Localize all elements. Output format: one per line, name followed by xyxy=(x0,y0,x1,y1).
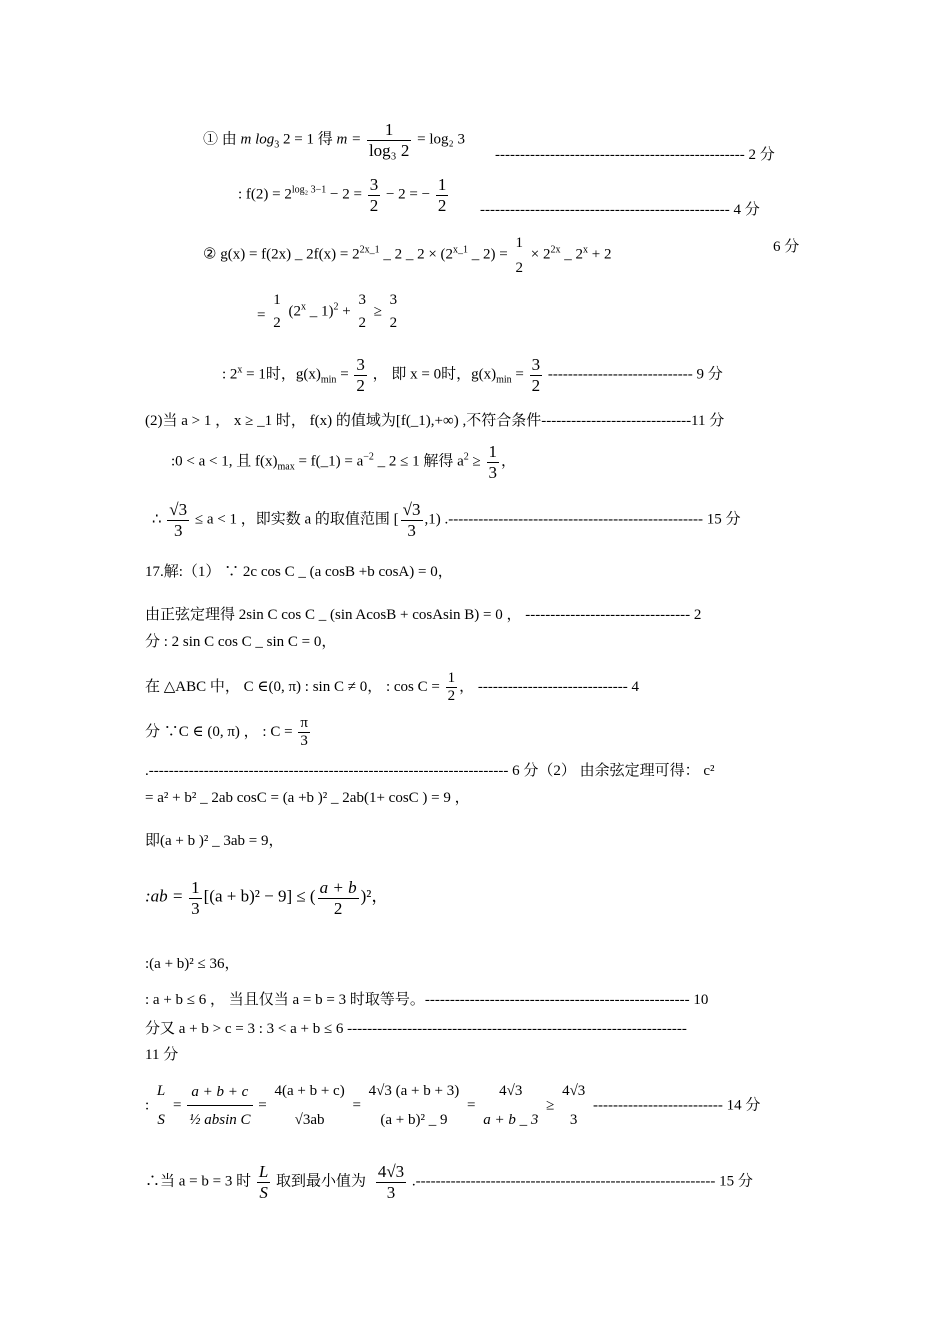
line-03 xyxy=(203,235,800,278)
line-22-f2 xyxy=(187,1084,252,1130)
line-05 xyxy=(222,355,723,395)
line-01-mid-sub: 3 xyxy=(274,139,280,151)
line-08-frac-den: 3 xyxy=(173,520,183,540)
line-17-frac2-num: a + b xyxy=(319,878,357,897)
line-02-frac2-den: 2 xyxy=(437,195,447,215)
line-12-post: ， ------------------------------ 4 xyxy=(459,679,639,696)
line-02-frac1-num: 3 xyxy=(369,175,379,194)
line-08-dashes: .--------------------------------------------------- 15 分 xyxy=(444,511,741,528)
line-02-after: − 2 = xyxy=(330,186,362,203)
line-18-text: :(a + b)² ≤ 36， xyxy=(145,956,240,972)
line-02-exp: log₂ 3−1 xyxy=(291,184,327,196)
line-05-frac2 xyxy=(530,355,543,395)
line-05-frac xyxy=(354,355,367,395)
line-08-frac2 xyxy=(401,500,423,540)
line-03-half-num: 1 xyxy=(515,235,524,251)
line-03-half-den: 2 xyxy=(515,260,524,277)
line-23-frac2 xyxy=(376,1162,406,1202)
line-09-text: 17.解:（1） ∵ 2c cos C _ (a cosB +b cosA) = 0， xyxy=(145,564,453,580)
line-06-text: (2)当 a > 1 ， x ≥ _1 时， f(x) 的值域为[f(_1),+∞) ,不符合条件------------------------------11 分 xyxy=(145,413,725,429)
line-03-text: ② g(x) = f(2x) _ 2f(x) = 2 xyxy=(203,246,360,263)
line-05-dashes: ----------------------------- 9 分 xyxy=(547,366,723,383)
line-13-frac-num: π xyxy=(298,715,310,733)
line-05-frac-num: 3 xyxy=(356,355,365,374)
line-01-frac-num: 1 xyxy=(367,120,411,141)
line-23-frac-num: L xyxy=(258,1162,269,1181)
line-02-frac1 xyxy=(368,175,381,215)
line-05-min: min xyxy=(320,374,337,386)
line-08-frac2-num: √3 xyxy=(402,500,421,519)
line-05-frac2-num: 3 xyxy=(531,355,541,374)
line-03-score: 6 分 xyxy=(773,239,800,255)
line-12-frac-num: 1 xyxy=(446,670,458,688)
line-01-post: = log₂ 3 xyxy=(417,131,465,148)
line-22-f3-num: 4(a + b + c) xyxy=(274,1083,345,1099)
line-07-text3: _ 2 ≤ 1 解得 a xyxy=(373,453,464,470)
line-19-text: : a + b ≤ 6 ， 当且仅当 a = b = 3 时取等号。----------------------------------------------------- 10 xyxy=(145,992,709,1008)
line-22-f5-num: 4√3 xyxy=(499,1083,523,1099)
line-03-half xyxy=(514,235,526,278)
line-22-f6-den: 3 xyxy=(569,1112,578,1129)
line-17-mid: [(a + b)² − 9] ≤ ( xyxy=(203,886,316,906)
line-05-frac2-den: 2 xyxy=(531,375,541,395)
line-07 xyxy=(171,442,516,482)
line-03-text3: _ 2) = xyxy=(468,246,508,263)
line-22-ge: ≥ xyxy=(546,1097,555,1114)
line-02 xyxy=(238,175,760,218)
line-17-frac-num: 1 xyxy=(191,878,200,897)
line-12-frac-den: 2 xyxy=(447,688,456,705)
line-11-text: 分 : 2 sin C cos C _ sin C = 0， xyxy=(145,634,337,650)
line-15-text: = a² + b² _ 2ab cosC = (a +b )² _ 2ab(1+ cosC ) = 9 ， xyxy=(145,790,470,806)
line-22-dashes: -------------------------- 14 分 xyxy=(593,1097,761,1114)
line-08-post: ,1) xyxy=(424,511,441,528)
line-06 xyxy=(145,412,724,430)
line-17-post: )²， xyxy=(360,886,389,906)
line-22-f3-den: √3ab xyxy=(294,1112,325,1129)
line-01-pre: ① 由 xyxy=(203,131,237,148)
line-12 xyxy=(145,670,639,706)
line-22-f1-num: L xyxy=(156,1083,166,1099)
line-05-pre: : 2 xyxy=(222,366,238,383)
line-23-frac2-num: 4√3 xyxy=(377,1162,405,1181)
line-07-text2: = f(_1) = a xyxy=(294,453,364,470)
line-01-m-eq: m = xyxy=(336,131,362,148)
line-10-text: 由正弦定理得 2sin C cos C _ (sin AcosB + cosAsin B) = 0 ， --------------------------------- 2 xyxy=(145,607,702,623)
line-10 xyxy=(145,606,701,624)
line-22-f1-den: S xyxy=(157,1112,165,1129)
line-04-exp: x xyxy=(300,301,306,313)
line-22-f4-den: (a + b)² _ 9 xyxy=(380,1112,448,1129)
line-02-mid: − 2 = − xyxy=(385,186,431,203)
line-23-frac xyxy=(257,1162,270,1202)
line-03-text2: _ 2 _ 2 × (2 xyxy=(379,246,454,263)
line-04-frac3-den: 2 xyxy=(389,315,398,332)
line-17 xyxy=(145,878,388,918)
line-02-text: : f(2) = 2 xyxy=(238,186,292,203)
line-04-plus: + xyxy=(338,303,351,320)
line-17-frac2-den: 2 xyxy=(333,898,343,918)
line-05-eq2: = xyxy=(511,366,524,383)
line-22-eq1: = xyxy=(173,1097,182,1114)
line-07-frac-den: 3 xyxy=(488,462,498,482)
line-14-text: .------------------------------------------------------------------------ 6 分（2） 由余弦定理可得： c² xyxy=(145,763,715,779)
line-22-f1 xyxy=(155,1083,167,1130)
line-13-frac xyxy=(298,715,310,751)
line-22-pre: : xyxy=(145,1097,150,1114)
line-22-eq2: = xyxy=(258,1097,267,1114)
line-22-eq4: = xyxy=(466,1097,476,1114)
line-18 xyxy=(145,955,240,973)
line-05-frac-den: 2 xyxy=(356,375,365,395)
line-22-f4-num: 4√3 (a + b + 3) xyxy=(368,1083,460,1099)
line-07-text4: ≥ xyxy=(468,453,481,470)
line-22-f2-den: ½ absin C xyxy=(189,1111,251,1128)
line-22-f6 xyxy=(560,1083,587,1130)
line-13-frac-den: 3 xyxy=(300,733,308,750)
line-08 xyxy=(152,500,741,540)
line-08-frac2-den: 3 xyxy=(407,520,416,540)
line-04-frac2-num: 3 xyxy=(358,292,366,308)
line-01 xyxy=(203,120,775,163)
line-22-eq3: = xyxy=(352,1097,361,1114)
line-02-frac2 xyxy=(436,175,449,215)
line-03-text6: + 2 xyxy=(587,246,612,263)
line-07-frac xyxy=(487,442,500,482)
line-05-exp: x xyxy=(237,364,243,376)
line-05-mid: = 1时，g(x) xyxy=(242,366,321,383)
line-02-dashes: -------------------------------------------------- 4 分 xyxy=(480,202,760,218)
line-21 xyxy=(145,1046,178,1064)
line-03-exp2: x_1 xyxy=(453,244,469,256)
line-23-pre: ∴当 a = b = 3 时 xyxy=(145,1173,252,1190)
line-04-frac2 xyxy=(356,292,368,333)
line-23-frac2-den: 3 xyxy=(386,1182,396,1202)
line-04-body: (2 xyxy=(288,303,301,320)
line-03-exp1: 2x_1 xyxy=(359,244,380,256)
line-05-min2: min xyxy=(496,374,512,386)
line-16 xyxy=(145,832,283,850)
line-22-f6-num: 4√3 xyxy=(562,1083,586,1099)
line-05-mid2: ， 即 x = 0时，g(x) xyxy=(372,366,497,383)
line-23-dashes: .------------------------------------------------------------ 15 分 xyxy=(411,1173,753,1190)
line-04-frac3 xyxy=(388,292,400,333)
line-03-exp4: x xyxy=(582,244,588,256)
line-02-frac2-num: 1 xyxy=(437,175,447,194)
line-08-frac-num: √3 xyxy=(169,500,188,519)
line-08-mid: ≤ a < 1 ，即实数 a 的取值范围 [ xyxy=(194,511,399,528)
line-22-f4 xyxy=(367,1083,462,1130)
line-22-f5 xyxy=(481,1083,540,1130)
line-17-frac2 xyxy=(318,878,359,918)
line-16-text: 即(a + b )² _ 3ab = 9， xyxy=(145,833,284,849)
line-17-frac xyxy=(189,878,202,918)
line-07-frac-num: 1 xyxy=(488,442,498,461)
line-02-frac1-den: 2 xyxy=(369,195,379,215)
line-17-pre: :ab = xyxy=(145,886,184,906)
line-08-pre: ∴ xyxy=(152,511,162,528)
line-01-frac xyxy=(367,120,411,160)
line-22-f3 xyxy=(272,1083,346,1130)
line-13 xyxy=(145,715,312,751)
line-08-frac xyxy=(167,500,189,540)
line-23-frac-den: S xyxy=(259,1182,268,1202)
line-20 xyxy=(145,1020,687,1038)
line-07-exp: −2 xyxy=(363,451,374,463)
line-07-end: ， xyxy=(501,453,517,470)
line-15 xyxy=(145,789,470,807)
line-13-text: 分 ∵C ∈ (0, π) ， : C = xyxy=(145,724,293,741)
line-04-frac xyxy=(271,292,283,333)
line-03-text4: × 2 xyxy=(527,246,551,263)
line-23-mid: 取到最小值为 xyxy=(276,1173,367,1190)
line-12-frac xyxy=(446,670,458,706)
line-04-body2: _ 1) xyxy=(305,303,334,320)
line-04-ge: ≥ xyxy=(373,303,382,320)
line-01-frac-den: log₃ 2 xyxy=(368,140,410,160)
line-04 xyxy=(257,292,401,333)
line-07-text: :0 < a < 1, 且 f(x) xyxy=(171,453,278,470)
line-07-max: max xyxy=(277,461,295,473)
line-20-text: 分又 a + b > c = 3 : 3 < a + b ≤ 6 -------------------------------------------------------------------- xyxy=(145,1021,687,1037)
line-04-frac3-num: 3 xyxy=(389,292,398,308)
line-03-exp3: 2x xyxy=(550,244,561,256)
line-22 xyxy=(145,1083,760,1130)
line-11 xyxy=(145,633,336,651)
line-21-text: 11 分 xyxy=(145,1047,179,1063)
line-19 xyxy=(145,991,708,1009)
line-03-text5: _ 2 xyxy=(560,246,583,263)
line-22-f2-num: a + b + c xyxy=(187,1084,252,1106)
line-04-frac-den: 2 xyxy=(273,315,281,332)
line-04-exp2: 2 xyxy=(333,301,339,313)
line-14 xyxy=(145,762,715,780)
line-01-mid2: 2 = 1 得 xyxy=(279,131,333,148)
line-09 xyxy=(145,563,453,581)
line-04-frac-num: 1 xyxy=(273,292,281,308)
line-04-eq: = xyxy=(257,307,266,324)
line-05-eq: = xyxy=(336,366,349,383)
line-23 xyxy=(145,1162,753,1202)
line-01-dashes: -------------------------------------------------- 2 分 xyxy=(495,147,775,163)
line-17-frac-den: 3 xyxy=(191,898,200,918)
line-04-frac2-den: 2 xyxy=(358,315,366,332)
line-22-f5-den: a + b _ 3 xyxy=(483,1112,539,1129)
line-12-text: 在 △ABC 中， C ∈(0, π) : sin C ≠ 0， : cos C = xyxy=(145,679,440,696)
line-01-mid: m log xyxy=(240,131,275,148)
line-07-exp2: 2 xyxy=(463,451,469,463)
